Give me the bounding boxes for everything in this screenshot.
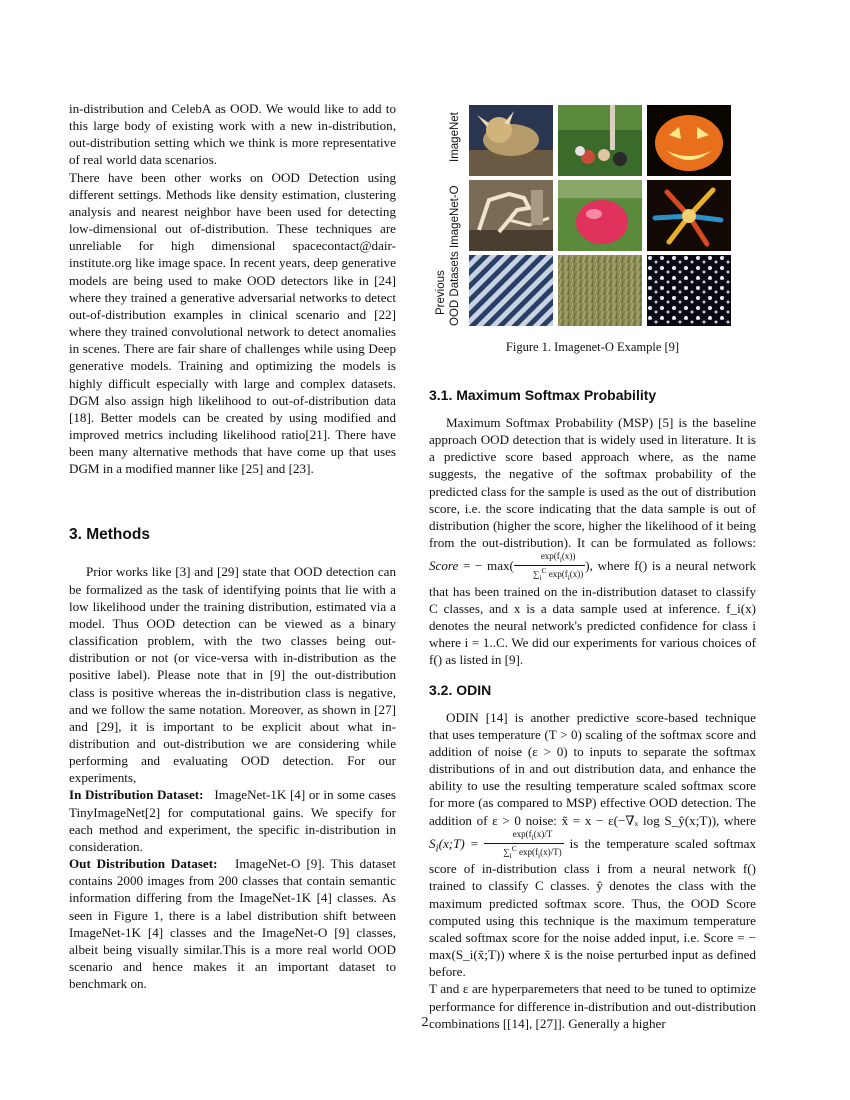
paragraph-intro-continued: in-distribution and CelebA as OOD. We would like to add to this large body of existing work with a new in-distribution, out-distribution setting which we think is more representative of real world data scenarios. [69,101,396,168]
in-distribution-text: ImageNet-1K [4] or in some cases TinyImageNet[2] for computational gains. We specify for each method and experiment, the specific in-distribution in consideration. [69,787,396,854]
out-distribution-text: ImageNet-O [9]. This dataset contains 2000 images from 200 classes that contain semantic information differing from the ImageNet-1K [4] classes. As seen in Figure 1, there is a label distribution shift between ImageNet-1K [4] classes and the ImageNet-O [9] classes, albeit being visually similar.This is a more real world OOD scenario and hence makes it an important dataset to benchmark on. [69,856,396,992]
subsection-title-msp: 3.1. Maximum Softmax Probability [429,387,657,403]
figure-1 [429,100,756,360]
previous-ood-stripes-image [469,255,553,326]
imagenet-o-dinosaur-skeleton-image [469,180,553,251]
odin-text-b: the temperature scaled softmax score of in-distribution class i from a neural network f() trained to classify C classes. ŷ denotes the class with the maximum predicted softmax score. Thus, the OOD Score computed using this technique is the maximum temperature scaled softmax score for the noise added input, i.e. Score = − max(S_i(x̃;T)) where x̃ is the noise perturbed input as defined before. [429,835,757,980]
previous-ood-speckle-image [647,255,731,326]
right-column [429,386,756,1032]
msp-fraction: $\frac{\exp(f_i(x))}{\sum_i^C \exp(f_i(x))}$ [514,551,585,583]
imagenet-o-pink-ball-image [558,180,642,251]
paragraph-msp: Maximum Softmax Probability (MSP) [5] is the baseline approach OOD detection that is widely used in literature. It is a predictive score based approach where, as the name suggests, the negative of the softmax probability of the predicted class for the sample is used as the out of distribution score, i.e. the score indicating that the data sample is out of distribution (higher the score, higher the likelihood of it being from the out-distribution). It can be formulated as follows: Score = − max( $\frac{\exp(f_i(x))}{\sum_i^C \exp(f_i(x))}$ ), where f() is a neural network that has been trained on the in-distribution dataset to classify C classes, and x is a data sample used at inference. f_i(x) denotes the neural network's predicted confidence for class i where i = 1..C. We did our experiments for various choices of f() as listed in [9]. [429,415,756,668]
out-distribution-label: Out Distribution Dataset: [69,856,218,872]
msp-text-b: , where f() is a neural network that has been trained on the in-distribution dataset to classify C classes, and x is a data sample used at inference. f_i(x) denotes the neural network's predicted confidence for class i where i = 1..C. We did our experiments for various choices of f() as listed in [9]. [429,558,756,668]
row-label-imagenet-o: ImageNet-O [449,185,461,248]
in-distribution-label: In Distribution Dataset: [69,787,204,803]
left-column [69,100,396,992]
row-label-imagenet: ImageNet [449,112,461,162]
section-title-methods: 3. Methods [69,526,150,544]
paragraph-out-distribution [69,855,396,992]
figure-caption: Figure 1. Imagenet-O Example [9] [505,340,680,354]
previous-ood-grass-image [558,255,642,326]
imagenet-jack-o-lantern-image [647,105,731,176]
imagenet-o-pattern-image [647,180,731,251]
row-label-previous: Previous [435,270,447,315]
subsection-title-odin: 3.2. ODIN [429,681,492,698]
page-number: 2 [421,1015,429,1030]
odin-fraction: $\frac{\exp(f_i(x)/T}{\sum_i^C \exp(f_i(x)/T)}$ [484,829,563,861]
paragraph-methods: Prior works like [3] and [29] state that OOD detection can be formalized as the task of identifying points that lie with a low likelihood under the training distribution, estimated via a model. Thus OOD detection can be viewed as a binary classification problem, with the two classes being out-distribution or not (or vice-versa with in-distribution as the positive label). Please note that in [9] the out-distribution class is positive whereas the in-distribution class is negative, and we follow the same notation. Moreover, as shown in [27] and [29], it is important to be explicit about what in-distribution and out-distribution we are considering while performing and evaluating OOD detection. For our experiments, [69,564,396,786]
paragraph-hyperparameters: T and ε are hyperparemeters that need to be tuned to optimize performance for difference in-distribution and out-distribution combinations [[14], [27]]. Generally a higher [429,981,756,1031]
msp-formula: Score [429,558,459,574]
imagenet-croquet-image [558,105,642,176]
paragraph-odin: ODIN [14] is another predictive score-based technique that uses temperature (T > 0) scaling of the softmax score and addition of noise (ε > 0) to inputs to separate the softmax distributions of in and out distribution data, and enhance the ability to use the resulting temperature scaled softmax score for more (as compared to MSP) effective OOD detection. The addition of ε > 0 noise: x̃ = x − ε(−∇ₓ log S_ŷ(x;T)), where $S_i(x;T)$ = $\frac{\exp(f_i(x)/T}{\sum_i^C \exp(f_i(x)/T)}$ is the temperature scaled softmax score of in-distribution class i from a neural network f() trained to classify C classes. ŷ denotes the class with the maximum predicted softmax score. Thus, the OOD Score computed using this technique is the maximum temperature scaled softmax score for the noise added input, i.e. Score = − max(S_i(x̃;T)) where x̃ is the noise perturbed input as defined before. [429,709,757,980]
msp-text-a: Maximum Softmax Probability (MSP) [5] is the baseline approach OOD detection that is widely used in literature. It is a predictive score based approach where, as the name suggests, the negative of the softmax probability of the predicted class for the sample is used as the out of distribution score, i.e. the score indicating that the data sample is out of distribution (higher the score, higher the likelihood of it being from the out-distribution). It can be formulated as follows: [429,415,756,551]
odin-formula: $S_i(x;T)$ [429,835,465,855]
odin-text-a: ODIN [14] is another predictive score-based technique that uses temperature (T > 0) scaling of the softmax score and addition of noise (ε > 0) to inputs to separate the softmax distributions of in and out distribution data, and enhance the ability to use the resulting temperature scaled softmax score for more (as compared to MSP) effective OOD detection. The addition of ε > 0 noise: x̃ = x − ε(−∇ₓ log S_ŷ(x;T)), where [429,709,756,828]
row-label-ood-datasets: OOD Datasets [449,251,461,326]
imagenet-triceratops-image [469,105,553,176]
paragraph-in-distribution [69,786,396,855]
paragraph-related-work: There have been other works on OOD Detection using different settings. Methods like density estimation, clustering analysis and nearest neighbor have been used for detecting low-dimensional out of-distribution. These techniques are unreliable for high dimensional spacecontact@dair-institute.org like image space. In recent years, deep generative models are being used to make OOD detectors like in [24] where they trained a generative adversarial networks to detect out-of-distribution examples in clinical scenario and [22] where they trained convolutional network to detect anomalies in scenes. There are fair share of challenges while using Deep generative models. Training and optimizing the models is highly difficult especially with large and complex datasets. DGM also assign high likelihood to out-of-distribution data [18]. Better models can be created by using modified and improved metrics including likelihood ratio[21]. There have been many alternative methods that have come up that uses DGM in a modified manner like [25] and [23]. [69,169,396,477]
